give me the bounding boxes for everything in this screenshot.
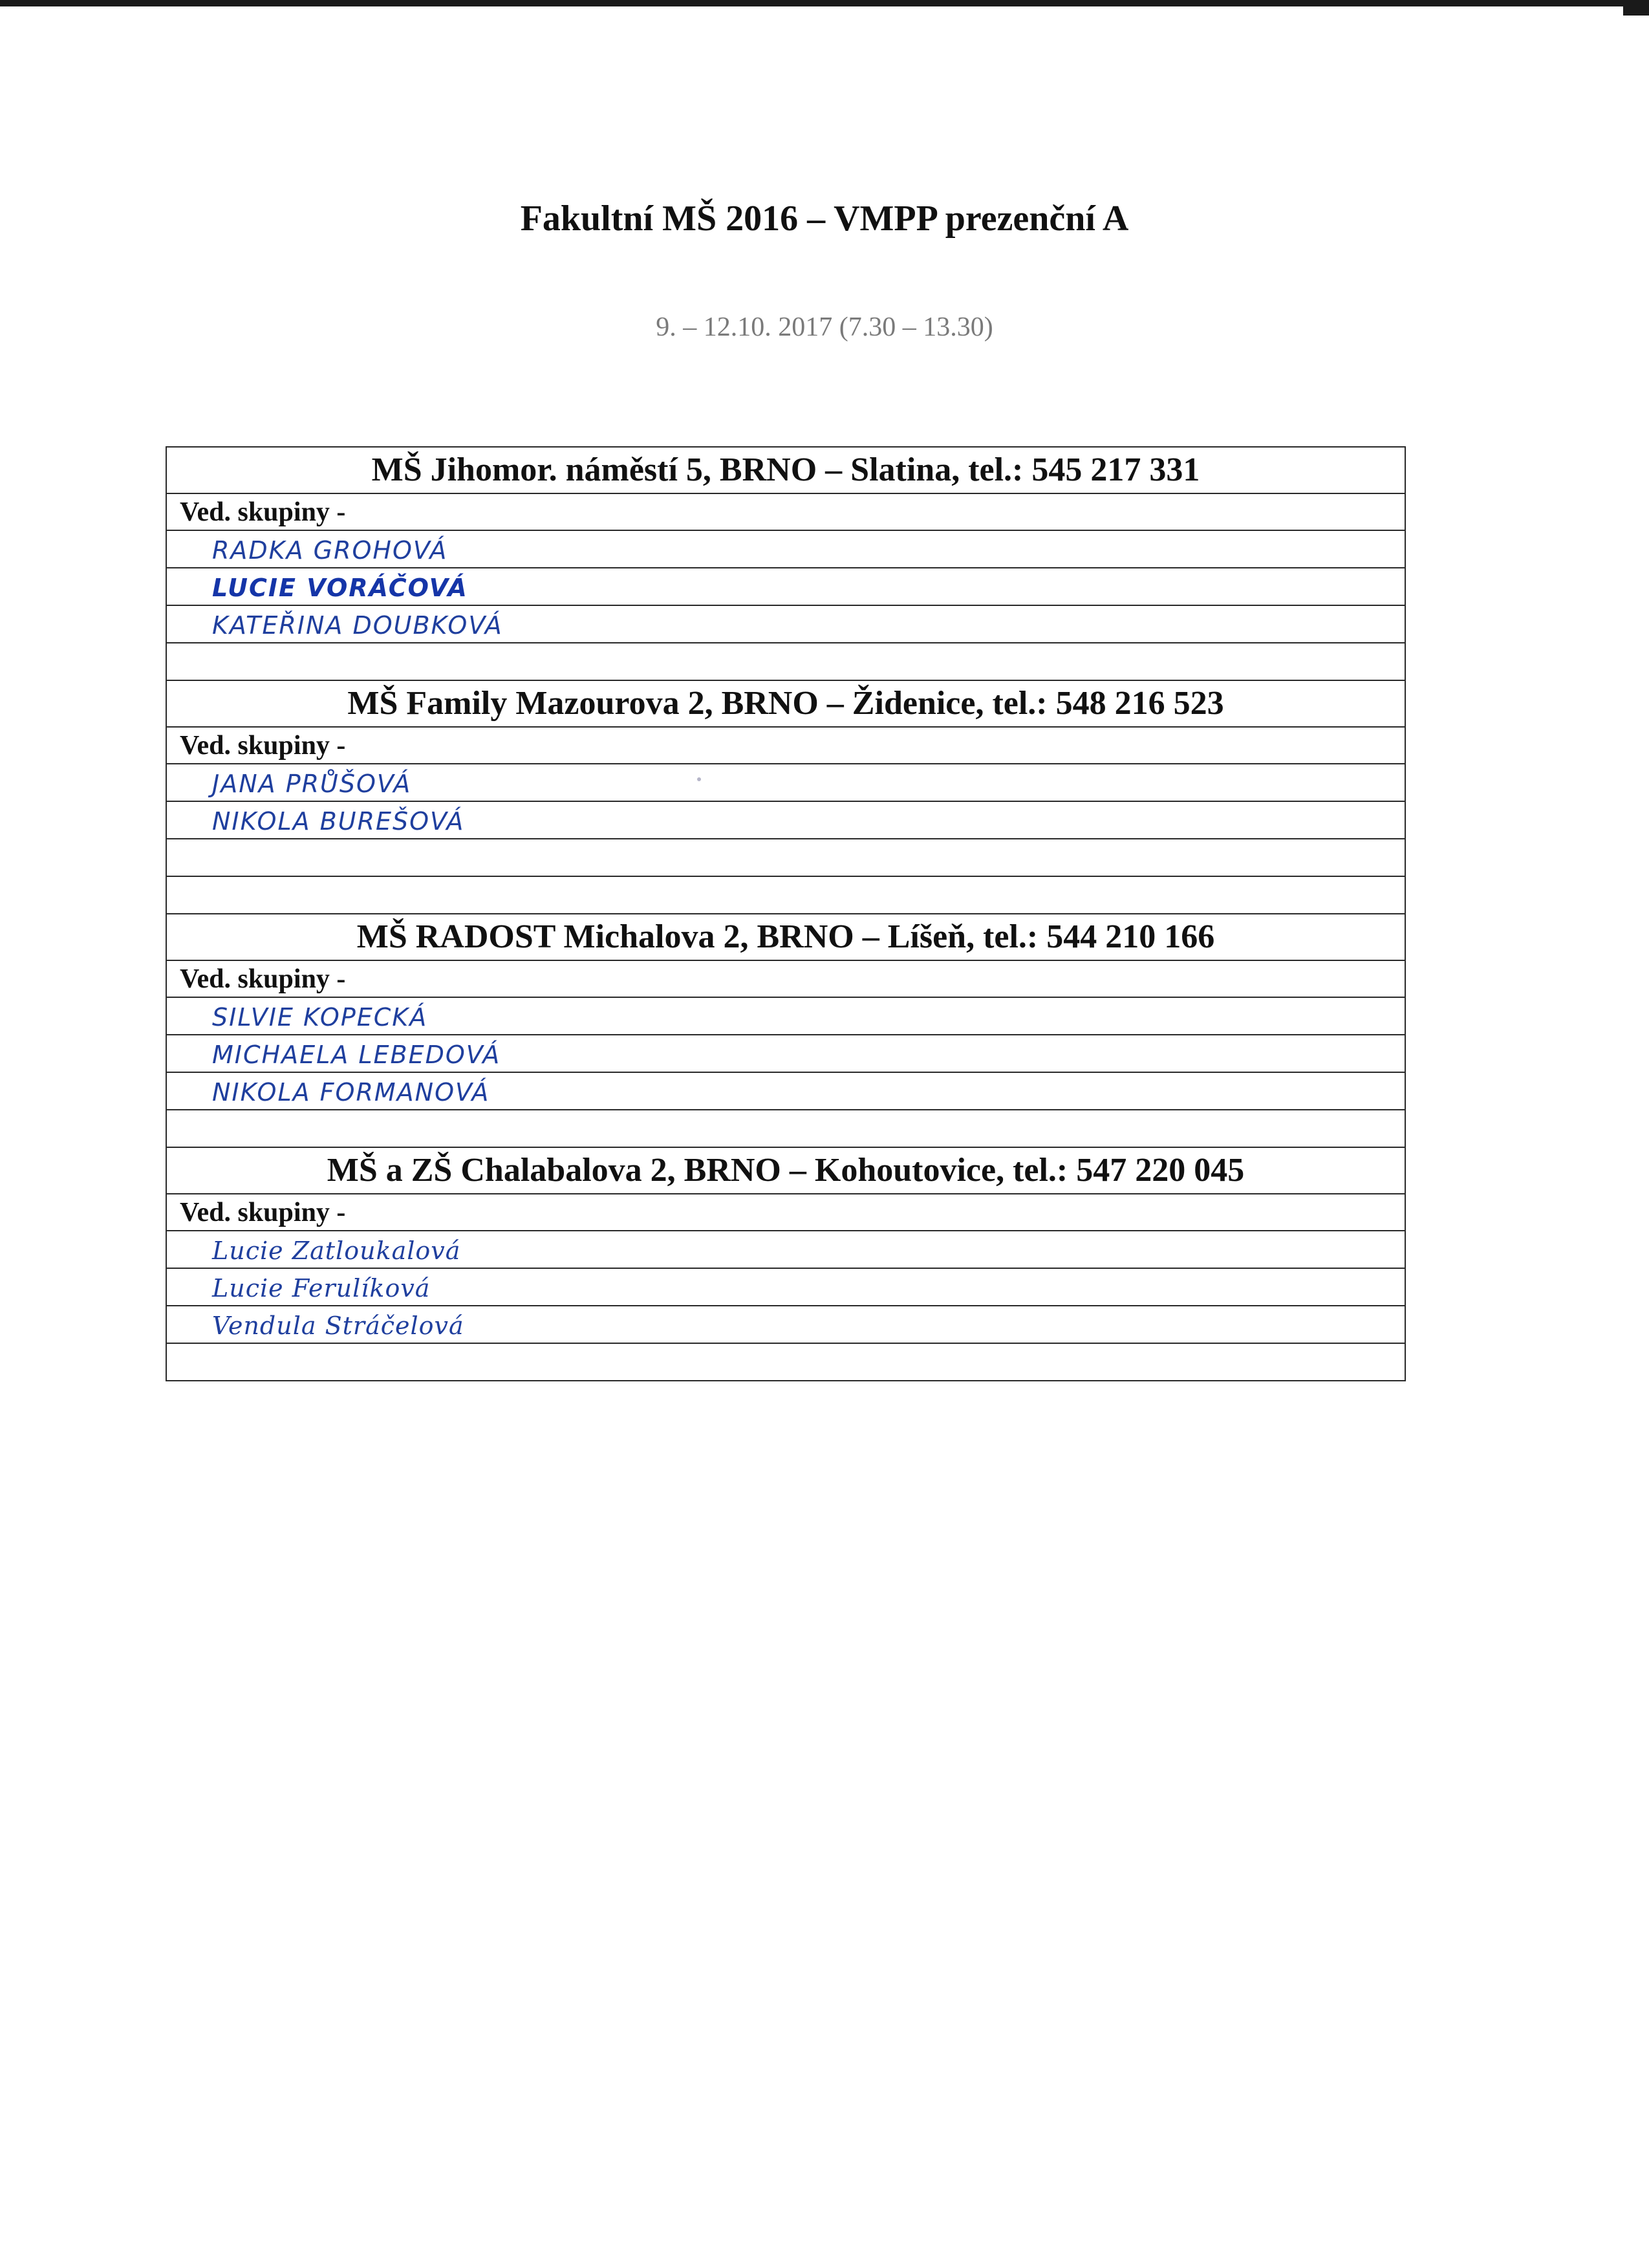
name-cell xyxy=(166,997,1405,1035)
school-heading: MŠ a ZŠ Chalabalova 2, BRNO – Kohoutovice, tel.: 547 220 045 xyxy=(166,1147,1405,1194)
name-cell xyxy=(166,530,1405,568)
name-cell xyxy=(166,643,1405,680)
attendance-table xyxy=(166,446,1406,1381)
name-cell xyxy=(166,568,1405,605)
scan-edge-top xyxy=(0,0,1649,6)
name-row xyxy=(166,1110,1405,1147)
name-cell xyxy=(166,1231,1405,1268)
name-row xyxy=(166,605,1405,643)
document-title: Fakultní MŠ 2016 – VMPP prezenční A xyxy=(520,199,1129,239)
group-label: Ved. skupiny - xyxy=(166,493,1405,530)
handwritten-name: JANA PRŮŠOVÁ xyxy=(212,770,412,798)
scan-edge-corner xyxy=(1623,0,1649,16)
handwritten-name: MICHAELA LEBEDOVÁ xyxy=(212,1041,501,1069)
handwritten-name: Lucie Zatloukalová xyxy=(212,1237,461,1265)
handwritten-name: Vendula Stráčelová xyxy=(212,1312,464,1340)
name-row xyxy=(166,997,1405,1035)
school-header-row xyxy=(166,1147,1405,1194)
name-cell xyxy=(166,839,1405,876)
name-row xyxy=(166,764,1405,801)
group-label: Ved. skupiny - xyxy=(166,960,1405,997)
handwritten-name: LUCIE VORÁČOVÁ xyxy=(212,574,468,602)
name-row xyxy=(166,876,1405,914)
handwritten-name: NIKOLA BUREŠOVÁ xyxy=(212,807,465,836)
school-heading: MŠ RADOST Michalova 2, BRNO – Líšeň, tel.: 544 210 166 xyxy=(166,914,1405,960)
group-label: Ved. skupiny - xyxy=(166,727,1405,764)
name-row xyxy=(166,530,1405,568)
school-heading: MŠ Jihomor. náměstí 5, BRNO – Slatina, tel.: 545 217 331 xyxy=(166,447,1405,493)
name-cell xyxy=(166,1110,1405,1147)
school-header-row xyxy=(166,680,1405,727)
group-label-row xyxy=(166,960,1405,997)
name-cell xyxy=(166,605,1405,643)
school-header-row xyxy=(166,447,1405,493)
name-cell xyxy=(166,1343,1405,1381)
name-cell xyxy=(166,876,1405,914)
group-label-row xyxy=(166,1194,1405,1231)
name-row xyxy=(166,1035,1405,1072)
group-label-row xyxy=(166,493,1405,530)
group-label-row xyxy=(166,727,1405,764)
name-row xyxy=(166,801,1405,839)
name-row xyxy=(166,1343,1405,1381)
name-cell xyxy=(166,801,1405,839)
name-row xyxy=(166,1268,1405,1306)
school-heading: MŠ Family Mazourova 2, BRNO – Židenice, tel.: 548 216 523 xyxy=(166,680,1405,727)
name-row xyxy=(166,1231,1405,1268)
ink-speck xyxy=(697,777,701,781)
name-row xyxy=(166,643,1405,680)
group-label: Ved. skupiny - xyxy=(166,1194,1405,1231)
school-header-row xyxy=(166,914,1405,960)
document-dates: 9. – 12.10. 2017 (7.30 – 13.30) xyxy=(656,312,993,342)
name-cell xyxy=(166,1306,1405,1343)
handwritten-name: NIKOLA FORMANOVÁ xyxy=(212,1078,490,1107)
name-cell xyxy=(166,1072,1405,1110)
name-cell xyxy=(166,1268,1405,1306)
handwritten-name: Lucie Ferulíková xyxy=(212,1274,431,1302)
handwritten-name: KATEŘINA DOUBKOVÁ xyxy=(212,611,503,640)
name-row xyxy=(166,1072,1405,1110)
name-cell xyxy=(166,1035,1405,1072)
handwritten-name: SILVIE KOPECKÁ xyxy=(212,1003,428,1031)
name-row xyxy=(166,568,1405,605)
handwritten-name: RADKA GROHOVÁ xyxy=(212,536,448,565)
name-cell xyxy=(166,764,1405,801)
name-row xyxy=(166,839,1405,876)
name-row xyxy=(166,1306,1405,1343)
